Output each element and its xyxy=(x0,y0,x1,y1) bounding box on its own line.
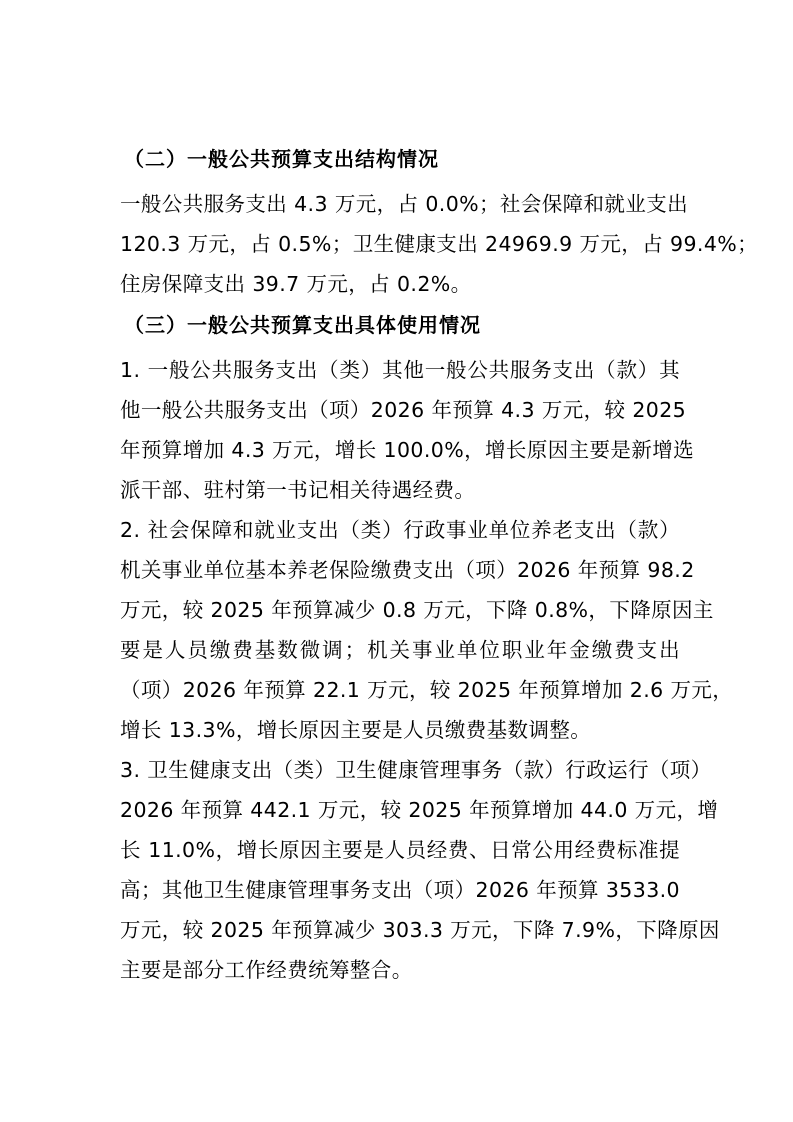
paragraph-item-1-general-public-services xyxy=(120,350,695,510)
document-body xyxy=(120,138,759,990)
paragraph-line: 2. 社会保障和就业支出（类）行政事业单位养老支出（款） xyxy=(120,518,680,542)
paragraph-line: 年预算增加 4.3 万元，增长 100.0%，增长原因主要是新增选 xyxy=(120,438,695,462)
paragraph-line: 高；其他卫生健康管理事务支出（项）2026 年预算 3533.0 xyxy=(120,878,680,902)
paragraph-item-3-health xyxy=(120,750,720,990)
paragraph-line: 住房保障支出 39.7 万元，占 0.2%。 xyxy=(120,272,472,296)
paragraph-item-2-social-security xyxy=(120,510,734,750)
paragraph-line: 1. 一般公共服务支出（类）其他一般公共服务支出（款）其 xyxy=(120,358,680,382)
paragraph-line: 120.3 万元，占 0.5%；卫生健康支出 24969.9 万元，占 99.4%； xyxy=(120,232,759,256)
paragraph-line: 要是人员缴费基数微调；机关事业单位职业年金缴费支出 xyxy=(120,638,680,662)
paragraph-line: 增长 13.3%，增长原因主要是人员缴费基数调整。 xyxy=(120,718,592,742)
paragraph-expenditure-structure xyxy=(120,184,759,304)
paragraph-line: （项）2026 年预算 22.1 万元，较 2025 年预算增加 2.6 万元， xyxy=(120,678,734,702)
paragraph-line: 机关事业单位基本养老保险缴费支出（项）2026 年预算 98.2 xyxy=(120,558,695,582)
paragraph-line: 2026 年预算 442.1 万元，较 2025 年预算增加 44.0 万元，增 xyxy=(120,798,719,822)
paragraph-line: 一般公共服务支出 4.3 万元，占 0.0%；社会保障和就业支出 xyxy=(120,192,689,216)
paragraph-line: 他一般公共服务支出（项）2026 年预算 4.3 万元，较 2025 xyxy=(120,398,687,422)
section-heading-expenditure-usage: （三）一般公共预算支出具体使用情况 xyxy=(124,313,481,337)
section-heading-expenditure-structure: （二）一般公共预算支出结构情况 xyxy=(124,147,439,171)
paragraph-line: 派干部、驻村第一书记相关待遇经费。 xyxy=(120,478,476,502)
paragraph-line: 主要是部分工作经费统筹整合。 xyxy=(120,958,413,982)
paragraph-line: 万元，较 2025 年预算减少 0.8 万元，下降 0.8%，下降原因主 xyxy=(120,598,714,622)
paragraph-line: 万元，较 2025 年预算减少 303.3 万元，下降 7.9%，下降原因 xyxy=(120,918,720,942)
paragraph-line: 长 11.0%，增长原因主要是人员经费、日常公用经费标准提 xyxy=(120,838,680,862)
paragraph-line: 3. 卫生健康支出（类）卫生健康管理事务（款）行政运行（项） xyxy=(120,758,712,782)
